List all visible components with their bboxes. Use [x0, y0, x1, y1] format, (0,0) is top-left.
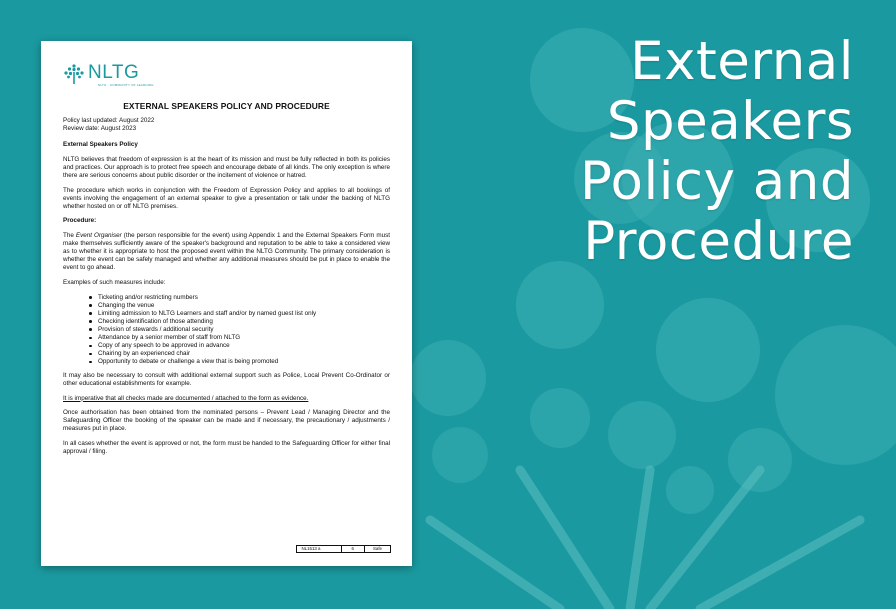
document-dates: [63, 117, 390, 133]
list-item: Copy of any speech to be approved in advance: [98, 342, 390, 350]
document-title: EXTERNAL SPEAKERS POLICY AND PROCEDURE: [123, 101, 330, 111]
imperative-paragraph: It is imperative that all checks made are documented / attached to the form as evidence.: [63, 394, 309, 402]
policy-paragraph-2: The procedure which works in conjunction with the Freedom of Expression Policy and applies to all bookings of events involving the engagement of an external speaker to give a presentation or talk under the backing of NLTG whether hosted on or off NLTG premises.: [63, 186, 390, 210]
section-heading-procedure: Procedure:: [63, 217, 97, 225]
review-date: Review date: August 2023: [63, 125, 137, 133]
headline-line-2: Speakers: [606, 91, 854, 152]
policy-paragraph-1: NLTG believes that freedom of expression is at the heart of its mission and must be fully reflected in both its policies and practices. Our approach is to protect free speech and encourage debate of all kinds. The only exception is where there are serious concerns about public disorder or the incitement of violence or hatred.: [63, 155, 390, 179]
procedure-text: (the person responsible for the event) using Appendix 1 and the External Speakers Form must make themselves sufficiently aware of the speaker's background and reputation to be able to take a considered view as to whether it is appropriate to host the proposed event within the NLTG Community. The primary consideration is whether the event can be safely managed and whether any additional measures should be put in place to enable the event to go ahead.: [63, 231, 391, 272]
measures-list: [63, 294, 390, 366]
event-organiser-term: Event Organiser: [75, 231, 122, 239]
procedure-prefix: The: [63, 231, 76, 239]
policy-updated-date: Policy last updated: August 2022: [63, 117, 155, 124]
document-footer: [296, 545, 391, 553]
list-item: Limiting admission to NLTG Learners and staff and/or by named guest list only: [98, 310, 390, 318]
list-item: Attendance by a senior member of staff from NLTG: [98, 334, 390, 342]
headline-line-3: Policy and: [579, 151, 854, 212]
consult-paragraph: It may also be necessary to consult with additional external support such as Police, Local Prevent Co-Ordinator or other educational establishments for example.: [63, 371, 390, 388]
tree-logo-icon: [63, 63, 85, 85]
headline-line-4: Procedure: [583, 211, 854, 272]
policy-document: [41, 41, 412, 566]
list-item: Changing the venue: [98, 302, 390, 310]
handover-paragraph: In all cases whether the event is approved or not, the form must be handed to the Safeguarding Officer for either final approval / filing.: [63, 439, 390, 456]
footer-page-number: 6: [341, 546, 364, 552]
logo-tagline: NLTG · COMMUNITY OF LEARNING: [98, 83, 154, 87]
examples-intro: Examples of such measures include:: [63, 278, 166, 286]
list-item: Chairing by an experienced chair: [98, 350, 390, 358]
headline: [524, 32, 854, 272]
list-item: Ticketing and/or restricting numbers: [98, 294, 390, 302]
section-heading-policy: External Speakers Policy: [63, 141, 138, 149]
footer-code: NL1513 a: [301, 546, 321, 551]
list-item: Checking identification of those attending: [98, 318, 390, 326]
list-item: Opportunity to debate or challenge a view that is being promoted: [98, 358, 390, 366]
footer-label: Safe: [364, 546, 390, 552]
authorisation-paragraph: Once authorisation has been obtained from the nominated persons – Prevent Lead / Managing Director and the Safeguarding Officer the booking of the speaker can be made and if necessary, the precautionary / adjustments / measures put in place.: [63, 409, 390, 433]
logo-wordmark: NLTG: [88, 62, 140, 83]
nltg-logo: [63, 63, 390, 93]
list-item: Provision of stewards / additional security: [98, 326, 390, 334]
procedure-paragraph: [63, 232, 390, 272]
headline-line-1: External: [630, 31, 854, 92]
